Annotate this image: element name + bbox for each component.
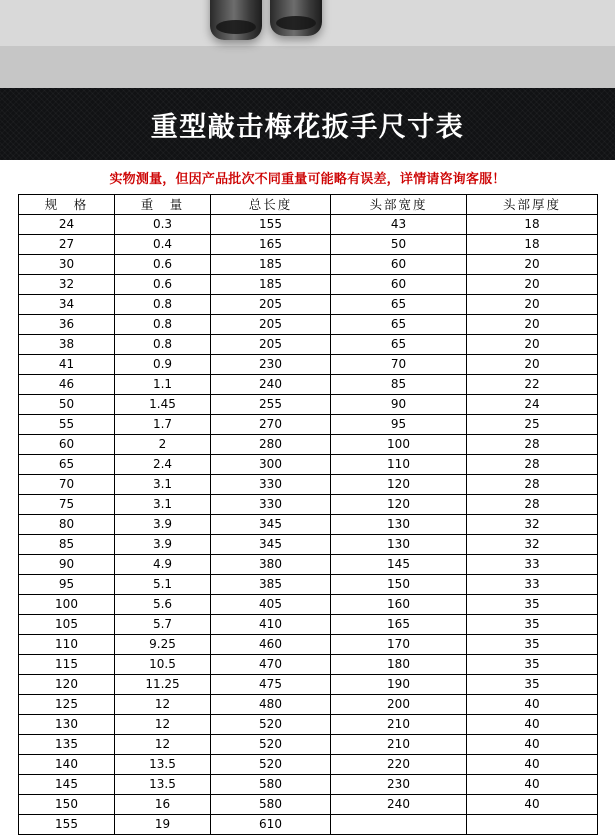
table-cell-2: 185 bbox=[211, 255, 331, 275]
table-cell-1: 0.8 bbox=[115, 335, 211, 355]
table-cell-0: 55 bbox=[19, 415, 115, 435]
table-cell-3: 220 bbox=[331, 755, 467, 775]
table-cell-1: 10.5 bbox=[115, 655, 211, 675]
table-cell-3: 60 bbox=[331, 255, 467, 275]
table-row bbox=[19, 515, 598, 535]
table-cell-4: 35 bbox=[467, 615, 598, 635]
table-cell-0: 120 bbox=[19, 675, 115, 695]
table-cell-4: 35 bbox=[467, 655, 598, 675]
table-cell-4: 28 bbox=[467, 435, 598, 455]
table-cell-3: 210 bbox=[331, 735, 467, 755]
table-cell-3: 60 bbox=[331, 275, 467, 295]
table-cell-1: 0.6 bbox=[115, 255, 211, 275]
table-row bbox=[19, 495, 598, 515]
table-cell-2: 205 bbox=[211, 315, 331, 335]
table-cell-3: 160 bbox=[331, 595, 467, 615]
table-cell-4: 24 bbox=[467, 395, 598, 415]
table-cell-4: 20 bbox=[467, 315, 598, 335]
table-row bbox=[19, 275, 598, 295]
table-cell-0: 135 bbox=[19, 735, 115, 755]
table-cell-1: 12 bbox=[115, 715, 211, 735]
table-cell-2: 475 bbox=[211, 675, 331, 695]
table-cell-0: 140 bbox=[19, 755, 115, 775]
table-cell-4: 32 bbox=[467, 535, 598, 555]
table-cell-3: 130 bbox=[331, 515, 467, 535]
table-cell-2: 345 bbox=[211, 515, 331, 535]
table-cell-0: 85 bbox=[19, 535, 115, 555]
table-cell-0: 145 bbox=[19, 775, 115, 795]
column-header-head-width: 头部宽度 bbox=[331, 195, 467, 215]
table-cell-4: 18 bbox=[467, 235, 598, 255]
table-cell-3: 130 bbox=[331, 535, 467, 555]
table-cell-1: 0.8 bbox=[115, 295, 211, 315]
table-cell-1: 12 bbox=[115, 695, 211, 715]
table-cell-2: 520 bbox=[211, 735, 331, 755]
table-cell-3: 150 bbox=[331, 575, 467, 595]
table-cell-1: 19 bbox=[115, 815, 211, 835]
table-cell-3: 120 bbox=[331, 475, 467, 495]
table-cell-2: 165 bbox=[211, 235, 331, 255]
table-row bbox=[19, 235, 598, 255]
table-row bbox=[19, 675, 598, 695]
table-cell-3: 190 bbox=[331, 675, 467, 695]
table-cell-2: 255 bbox=[211, 395, 331, 415]
table-row bbox=[19, 395, 598, 415]
table-row bbox=[19, 435, 598, 455]
table-cell-0: 70 bbox=[19, 475, 115, 495]
table-cell-3: 120 bbox=[331, 495, 467, 515]
table-row bbox=[19, 575, 598, 595]
photo-background-lower bbox=[0, 46, 615, 88]
table-cell-0: 46 bbox=[19, 375, 115, 395]
table-cell-3: 65 bbox=[331, 335, 467, 355]
table-cell-1: 13.5 bbox=[115, 775, 211, 795]
table-row bbox=[19, 555, 598, 575]
table-cell-4: 40 bbox=[467, 795, 598, 815]
table-cell-2: 330 bbox=[211, 475, 331, 495]
table-cell-1: 11.25 bbox=[115, 675, 211, 695]
table-cell-1: 0.8 bbox=[115, 315, 211, 335]
table-cell-0: 36 bbox=[19, 315, 115, 335]
table-cell-0: 110 bbox=[19, 635, 115, 655]
table-cell-0: 125 bbox=[19, 695, 115, 715]
table-cell-3: 210 bbox=[331, 715, 467, 735]
table-cell-3: 240 bbox=[331, 795, 467, 815]
table-row bbox=[19, 295, 598, 315]
table-cell-2: 580 bbox=[211, 775, 331, 795]
table-row bbox=[19, 475, 598, 495]
table-row bbox=[19, 315, 598, 335]
table-cell-1: 3.9 bbox=[115, 535, 211, 555]
table-cell-3: 65 bbox=[331, 315, 467, 335]
table-cell-2: 460 bbox=[211, 635, 331, 655]
table-cell-1: 1.7 bbox=[115, 415, 211, 435]
table-row bbox=[19, 335, 598, 355]
table-row bbox=[19, 375, 598, 395]
table-row bbox=[19, 635, 598, 655]
table-cell-4: 20 bbox=[467, 355, 598, 375]
table-row bbox=[19, 615, 598, 635]
table-cell-2: 205 bbox=[211, 295, 331, 315]
table-row bbox=[19, 215, 598, 235]
notice-text: 实物测量，但因产品批次不同重量可能略有误差，详情请咨询客服！ bbox=[109, 171, 506, 187]
table-cell-0: 34 bbox=[19, 295, 115, 315]
table-cell-0: 38 bbox=[19, 335, 115, 355]
table-cell-4: 20 bbox=[467, 295, 598, 315]
table-cell-0: 95 bbox=[19, 575, 115, 595]
table-cell-4: 40 bbox=[467, 735, 598, 755]
product-photo-strip bbox=[0, 0, 615, 88]
table-cell-0: 41 bbox=[19, 355, 115, 375]
table-cell-1: 5.1 bbox=[115, 575, 211, 595]
table-row bbox=[19, 715, 598, 735]
table-row bbox=[19, 415, 598, 435]
table-cell-1: 5.6 bbox=[115, 595, 211, 615]
table-cell-3: 180 bbox=[331, 655, 467, 675]
table-row bbox=[19, 735, 598, 755]
table-cell-4: 40 bbox=[467, 695, 598, 715]
table-cell-4: 28 bbox=[467, 495, 598, 515]
table-cell-2: 405 bbox=[211, 595, 331, 615]
table-cell-2: 410 bbox=[211, 615, 331, 635]
table-cell-2: 330 bbox=[211, 495, 331, 515]
table-cell-3: 50 bbox=[331, 235, 467, 255]
table-cell-2: 480 bbox=[211, 695, 331, 715]
table-cell-2: 230 bbox=[211, 355, 331, 375]
table-cell-3: 85 bbox=[331, 375, 467, 395]
table-cell-1: 2 bbox=[115, 435, 211, 455]
table-cell-4: 20 bbox=[467, 275, 598, 295]
table-cell-0: 27 bbox=[19, 235, 115, 255]
column-header-weight: 重 量 bbox=[115, 195, 211, 215]
table-row bbox=[19, 655, 598, 675]
table-cell-3 bbox=[331, 815, 467, 835]
table-row bbox=[19, 755, 598, 775]
table-cell-2: 520 bbox=[211, 755, 331, 775]
table-cell-0: 105 bbox=[19, 615, 115, 635]
table-row bbox=[19, 535, 598, 555]
table-cell-4: 28 bbox=[467, 455, 598, 475]
table-cell-1: 0.6 bbox=[115, 275, 211, 295]
table-cell-1: 0.4 bbox=[115, 235, 211, 255]
table-row bbox=[19, 355, 598, 375]
table-row bbox=[19, 255, 598, 275]
table-cell-3: 65 bbox=[331, 295, 467, 315]
table-cell-3: 200 bbox=[331, 695, 467, 715]
table-cell-1: 0.9 bbox=[115, 355, 211, 375]
wrench-head-image-left bbox=[210, 0, 262, 40]
spec-table-header bbox=[19, 195, 598, 215]
table-cell-2: 270 bbox=[211, 415, 331, 435]
spec-table-container bbox=[0, 194, 615, 835]
table-cell-0: 130 bbox=[19, 715, 115, 735]
table-cell-2: 380 bbox=[211, 555, 331, 575]
table-cell-0: 65 bbox=[19, 455, 115, 475]
table-cell-0: 150 bbox=[19, 795, 115, 815]
table-cell-0: 90 bbox=[19, 555, 115, 575]
table-cell-3: 95 bbox=[331, 415, 467, 435]
table-cell-3: 145 bbox=[331, 555, 467, 575]
column-header-total-length: 总长度 bbox=[211, 195, 331, 215]
table-cell-1: 9.25 bbox=[115, 635, 211, 655]
table-cell-0: 75 bbox=[19, 495, 115, 515]
table-cell-2: 470 bbox=[211, 655, 331, 675]
table-cell-0: 32 bbox=[19, 275, 115, 295]
table-cell-4: 40 bbox=[467, 775, 598, 795]
table-cell-1: 5.7 bbox=[115, 615, 211, 635]
table-cell-2: 205 bbox=[211, 335, 331, 355]
table-cell-4: 35 bbox=[467, 635, 598, 655]
table-row bbox=[19, 455, 598, 475]
table-cell-4: 40 bbox=[467, 715, 598, 735]
table-cell-4: 28 bbox=[467, 475, 598, 495]
table-cell-2: 300 bbox=[211, 455, 331, 475]
table-cell-2: 520 bbox=[211, 715, 331, 735]
table-cell-3: 170 bbox=[331, 635, 467, 655]
table-cell-1: 0.3 bbox=[115, 215, 211, 235]
table-cell-2: 155 bbox=[211, 215, 331, 235]
table-row bbox=[19, 775, 598, 795]
table-cell-3: 90 bbox=[331, 395, 467, 415]
table-cell-1: 12 bbox=[115, 735, 211, 755]
table-cell-4: 25 bbox=[467, 415, 598, 435]
column-header-size: 规 格 bbox=[19, 195, 115, 215]
table-row bbox=[19, 815, 598, 835]
column-header-head-thickness: 头部厚度 bbox=[467, 195, 598, 215]
table-cell-4: 33 bbox=[467, 575, 598, 595]
table-cell-1: 1.1 bbox=[115, 375, 211, 395]
table-cell-4: 20 bbox=[467, 255, 598, 275]
table-cell-0: 60 bbox=[19, 435, 115, 455]
page-title: 重型敲击梅花扳手尺寸表 bbox=[150, 111, 465, 143]
table-cell-2: 240 bbox=[211, 375, 331, 395]
table-cell-1: 2.4 bbox=[115, 455, 211, 475]
table-cell-4: 32 bbox=[467, 515, 598, 535]
table-cell-1: 3.9 bbox=[115, 515, 211, 535]
table-cell-2: 345 bbox=[211, 535, 331, 555]
table-cell-4: 22 bbox=[467, 375, 598, 395]
table-cell-3: 230 bbox=[331, 775, 467, 795]
table-cell-2: 610 bbox=[211, 815, 331, 835]
table-cell-4: 40 bbox=[467, 755, 598, 775]
table-cell-2: 280 bbox=[211, 435, 331, 455]
table-cell-1: 16 bbox=[115, 795, 211, 815]
table-cell-3: 165 bbox=[331, 615, 467, 635]
notice-bar bbox=[0, 160, 615, 194]
table-cell-4: 20 bbox=[467, 335, 598, 355]
spec-table-body bbox=[19, 215, 598, 835]
table-cell-0: 155 bbox=[19, 815, 115, 835]
table-cell-1: 1.45 bbox=[115, 395, 211, 415]
table-row bbox=[19, 595, 598, 615]
table-cell-3: 43 bbox=[331, 215, 467, 235]
table-cell-0: 50 bbox=[19, 395, 115, 415]
table-cell-2: 185 bbox=[211, 275, 331, 295]
table-cell-4: 18 bbox=[467, 215, 598, 235]
spec-table bbox=[18, 194, 598, 835]
title-banner bbox=[0, 88, 615, 160]
table-cell-3: 100 bbox=[331, 435, 467, 455]
table-cell-1: 4.9 bbox=[115, 555, 211, 575]
table-cell-4 bbox=[467, 815, 598, 835]
table-cell-4: 33 bbox=[467, 555, 598, 575]
table-cell-0: 100 bbox=[19, 595, 115, 615]
table-cell-4: 35 bbox=[467, 675, 598, 695]
wrench-head-image-right bbox=[270, 0, 322, 36]
table-row bbox=[19, 795, 598, 815]
table-cell-4: 35 bbox=[467, 595, 598, 615]
table-cell-1: 3.1 bbox=[115, 495, 211, 515]
table-cell-2: 385 bbox=[211, 575, 331, 595]
table-row bbox=[19, 695, 598, 715]
table-cell-3: 70 bbox=[331, 355, 467, 375]
table-cell-0: 80 bbox=[19, 515, 115, 535]
table-cell-0: 115 bbox=[19, 655, 115, 675]
table-cell-0: 30 bbox=[19, 255, 115, 275]
table-cell-0: 24 bbox=[19, 215, 115, 235]
table-cell-2: 580 bbox=[211, 795, 331, 815]
table-cell-1: 13.5 bbox=[115, 755, 211, 775]
table-cell-3: 110 bbox=[331, 455, 467, 475]
table-cell-1: 3.1 bbox=[115, 475, 211, 495]
table-header-row bbox=[19, 195, 598, 215]
